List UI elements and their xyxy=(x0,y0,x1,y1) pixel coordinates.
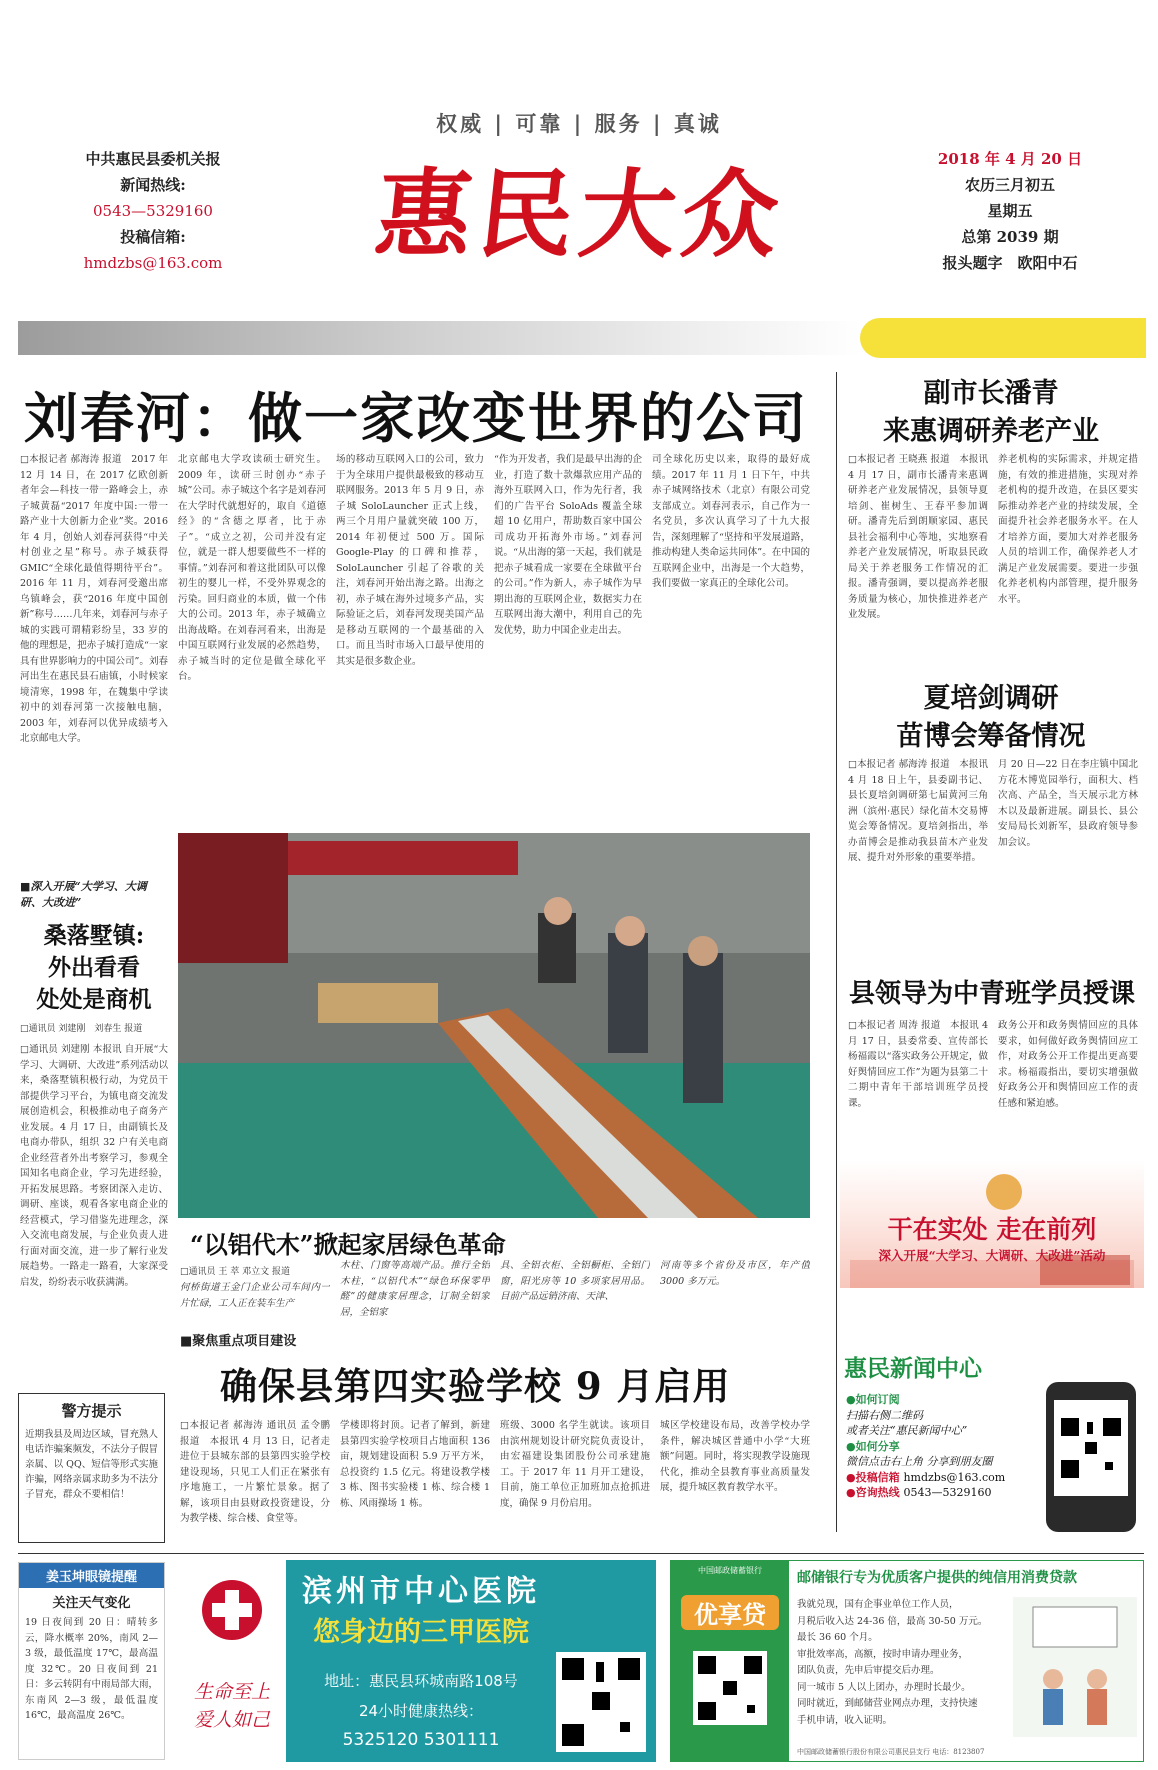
postal-term-5: 团队负责，先申后审提交后办理。 xyxy=(797,1665,940,1676)
factory-photo xyxy=(178,833,810,1218)
subscribe-heading: ●如何订阅 xyxy=(846,1393,900,1406)
postal-term-3: 最长 36 60 个月。 xyxy=(797,1632,878,1643)
news-center-info xyxy=(846,1392,1036,1501)
lecture-column-2: 政务公开和政务舆情回应的具体要求，如何做好政务舆情回应工作，对政务公开工作提出更高要求。杨福霞指出，要切实增强做好政务公开和舆情回应工作的责任感和紧迫感。 xyxy=(998,1020,1138,1109)
school-column-3: 班级、3000 名学生就读。该项目由滨州规划设计研究院负责设计，由宏福建设集团股份公司承建施工。于 2017 年 11 月开工建设，目前，施工单位正加班加点抢抓进度，确保 9 月份启用。 xyxy=(500,1420,650,1509)
photo-caption: “以铝代木”掀起家居绿色革命 xyxy=(190,1230,506,1259)
news-center-ad xyxy=(840,1344,1144,1540)
postal-term-6: 同一城市 5 人以上团办，办理时长最少。 xyxy=(797,1681,971,1693)
banner-slogan: 干在实处 走在前列 xyxy=(887,1215,1097,1244)
photo-column-3: 具、全铝衣柜、全铝橱柜、全铝门窗，阳光房等 10 多项家居用品。目前产品远销济南、天津、 xyxy=(500,1260,650,1302)
hospital-name: 滨州市中心医院 xyxy=(302,1574,540,1609)
xia-column-2: 月 20 日—22 日在李庄镇中国北方花木博览园举行，面积大、档次高、产品全，当天展示北方林木以及最新进展。副县长、县公安局局长刘新军，县政府领导参加会议。 xyxy=(998,759,1138,848)
sangluo-byline: □通讯员 刘建刚 刘春生 报道 xyxy=(20,1024,143,1034)
notice-title: 警方提示 xyxy=(61,1402,122,1420)
share-heading: ●如何分享 xyxy=(846,1439,900,1453)
banner-campaign: 深入开展“大学习、大调研、大改进”活动 xyxy=(878,1248,1106,1263)
sangluo-headline xyxy=(20,920,168,1016)
hospital-cross-icon xyxy=(200,1578,264,1642)
xia-headline xyxy=(846,680,1136,756)
weather-forecast: 19 日夜间到 20 日：晴转多云，降水概率 20%，南风 2—3 级，最低温度 17℃，最高温度 32℃。20 日夜间到 21 日：多云转阴有中雨局部大雨，东南风 2—3 级，最低温度 16℃，最高温度 26℃。 xyxy=(25,1617,159,1721)
school-column-1: □本报记者 郝海涛 通讯员 孟令鹏 报道 本报讯 4 月 13 日，记者走进位于县城东部的县第四实验学校建设现场，只见工人们正在紧张有序地施工，一片繁忙景象。据了解，该项目由县财政投资建设，分为教学楼、综合楼、食堂等。 xyxy=(180,1420,330,1524)
publisher: 中共惠民县委机关报 xyxy=(85,150,221,168)
qr-code-icon xyxy=(1054,1400,1128,1496)
party-emblem-icon xyxy=(986,1174,1022,1210)
subscribe-line-1: 扫描右侧二维码 xyxy=(846,1408,923,1422)
pan-headline-l2: 来惠调研养老产业 xyxy=(883,416,1099,447)
xia-headline-l2: 苗博会筹备情况 xyxy=(896,721,1086,752)
xia-column-1: □本报记者 郝海涛 报道 本报讯 4 月 18 日上午，县委副书记、县长夏培剑调研第七届黄河三角洲（滨州·惠民）绿化苗木交易博览会筹备情况。夏培剑指出，举办苗博会是推动我县苗木产业发展、提升对外形象的重要举措。 xyxy=(848,759,988,863)
photo-byline: □通讯员 王 萃 邓立文 报道 xyxy=(180,1267,290,1277)
postal-term-4: 审批效率高，高额，按时申请办理业务， xyxy=(797,1648,969,1660)
photo-column-2: 木柱、门窗等高端产品。推行全铝木柱，“以铝代木”“绿色环保零甲醛”的健康家居理念，订制全铝家居，全铝家 xyxy=(340,1260,490,1318)
lead-headline: 刘春河：做一家改变世界的公司 xyxy=(24,387,808,450)
hospital-ad xyxy=(178,1560,656,1762)
postal-product: 优享贷 xyxy=(681,1595,779,1630)
motto-l1: 生命至上 xyxy=(193,1681,270,1703)
lead-column-5: 司全球化历史以来，取得的最好成绩。2017 年 11 月 1 日下午，中共赤子城网络技术（北京）有限公司党支部成立。刘春河表示，自己作为一名党员，多次认真学习了十九大报告，深刻理解了“坚持和平发展道路，推动构建人类命运共同体”。在中国的互联网企业中，出海是一个大趋势，我们要做一家真正的全球化公司。 xyxy=(652,454,810,589)
motto-l2: 爱人如己 xyxy=(193,1709,270,1731)
submit-heading: ●投稿信箱 xyxy=(846,1470,900,1484)
pan-headline-l1: 副市长潘青 xyxy=(923,378,1059,409)
xia-headline-l1: 夏培剑调研 xyxy=(923,683,1059,714)
news-hotline-label: 新闻热线: xyxy=(120,176,186,194)
masthead-right-info xyxy=(900,146,1120,276)
masthead-slogan: 权威 | 可靠 | 服务 | 真诚 xyxy=(436,111,722,136)
calligraphy-credit: 报头题字 欧阳中石 xyxy=(942,254,1078,272)
family-illustration-icon xyxy=(1013,1597,1137,1737)
postal-term-8: 手机申请，收入证明。 xyxy=(797,1714,893,1726)
police-notice xyxy=(18,1393,165,1543)
sangluo-headline-l3: 处处是商机 xyxy=(36,986,152,1013)
sangluo-tag: ■深入开展“大学习、大调研、大改进” xyxy=(20,880,147,909)
postal-qr-icon xyxy=(693,1651,767,1725)
email: hmdzbs@163.com xyxy=(83,254,223,272)
postal-term-7: 同时就近，到邮储营业网点办理，支持快速 xyxy=(797,1698,978,1709)
pan-column-2: 养老机构的实际需求，并规定措施，有效的推进措施，实现对养老机构的提升改造，在县区要实际推动养老产业的持续发展，全面提升社会养老服务水平。在人才培养方面，要加大对养老服务人员的培训工作，确保养老人才满足产业发展需要。要进一步强化养老机构内部管理，提升服务水平。 xyxy=(998,454,1138,605)
sangluo-headline-l1: 桑落墅镇: xyxy=(43,922,145,949)
hospital-slogan: 您身边的三甲医院 xyxy=(313,1617,529,1648)
news-center-title: 惠民新闻中心 xyxy=(844,1355,982,1382)
issue-number: 总第 2039 期 xyxy=(961,228,1059,246)
notice-body: 近期我县及周边区域，冒充熟人电话诈骗案频发，不法分子假冒亲属、以 QQ、短信等形式实施诈骗，网络亲属求助多为不法分子冒充，群众不要相信！ xyxy=(25,1429,158,1500)
postal-footer: 中国邮政储蓄银行股份有限公司惠民县支行 电话：8123807 xyxy=(797,1748,985,1756)
hospital-qr-icon xyxy=(556,1652,646,1752)
weather-title: 关注天气变化 xyxy=(52,1596,131,1611)
lead-column-2: 北京邮电大学攻读硕士研究生。2009 年，读研三时创办“赤子城”公司。赤子城这个名字是刘春河在大学时代就想好的，取自《道德经》的“含德之厚者，比于赤子”。“成立之初，公司并没有定位，就是一群人想要做些不一样的事情。”刘春河和着这批团队可以像初生的婴儿一样，不受外界观念的污染。回归商业的本质，做一个伟大的公司。2013 年，赤子城确立出海战略。在刘春河看来，出海是中国互联网行业发展的必然趋势，赤子城当时的定位是做全球化平台。 xyxy=(178,454,326,682)
lecture-headline: 县领导为中青班学员授课 xyxy=(848,979,1135,1009)
postal-term-1: 我就兑现，国有企事业单位工作人员， xyxy=(797,1599,959,1610)
masthead-title: 惠民大众 xyxy=(370,158,790,271)
postal-term-2: 月税后收入达 24-36 倍，最高 30-50 万元。 xyxy=(797,1615,988,1627)
hospital-phones: 5325120 5301111 xyxy=(342,1730,500,1750)
postal-bank-name: 中国邮政储蓄银行 xyxy=(698,1566,762,1575)
campaign-banner xyxy=(840,1160,1144,1288)
phone-icon xyxy=(1046,1382,1136,1532)
subscribe-line-2: 或者关注“惠民新闻中心” xyxy=(846,1424,968,1437)
school-tag: ■聚焦重点项目建设 xyxy=(180,1334,297,1349)
hotline-number: 0543—5329160 xyxy=(903,1486,992,1499)
photo-column-4: 河南等多个省份及市区，年产值 3000 多万元。 xyxy=(660,1260,810,1287)
weekday: 星期五 xyxy=(987,202,1033,220)
postal-terms xyxy=(797,1597,1007,1747)
weather-ad xyxy=(18,1562,165,1760)
lecture-column-1: □本报记者 周涛 报道 本报讯 4 月 17 日，县委常委、宣传部长杨福霞以“落实政务公开规定，做好舆情回应工作”为题为县第二十二期中青年干部培训班学员授课。 xyxy=(848,1020,988,1109)
column-divider xyxy=(836,372,837,1532)
lunar-date: 农历三月初五 xyxy=(964,176,1055,194)
pan-column-1: □本报记者 王晓燕 报道 本报讯 4 月 17 日，副市长潘青来惠调研养老产业发展情况，县领导夏培剑、崔树生、王春平参加调研。潘青先后到朗顺家园、惠民县社会福利中心等地，实地察看养老产业发展情况，听取县民政局关于养老服务工作情况的汇报。潘青强调，要以提高养老服务质量为核心，加快推进养老产业发展。 xyxy=(848,454,988,620)
school-column-4: 城区学校建设布局，改善学校办学条件，解决城区普通中小学“大班额”问题。同时，将实现教学设施现代化，推动全县教育事业高质量发展，提升城区教育教学水平。 xyxy=(660,1420,810,1493)
email-label: 投稿信箱: xyxy=(120,228,186,246)
lead-column-1: □本报记者 郝海涛 报道 2017 年 12 月 14 日，在 2017 亿欧创新者年会—科技一带一路峰会上，赤子城黄磊“2017 年度中国:一带一路产业十大创新力企业”奖。2016 年 4 月，创始人刘春河获得“中关村创业之星”称号。赤子城获得GMIC“全球化最值得期待平台”。2016 年 11 月，刘春河受邀出席乌镇峰会，获“2016 年度中国创新”称号……几年来，刘春河与赤子城的实践可谓精彩纷呈，33 岁的他的理想是，把赤子城打造成“一家具有世界影响力的中国公司”。刘春河出生在惠民县石庙镇，小时候家境清寒，1998 年，在魏集中学读初中的刘春河第一次接触电脑，2003 年，刘春河以优异成绩考入北京邮电大学。 xyxy=(20,454,168,744)
masthead-left-info xyxy=(38,146,268,276)
news-hotline: 0543—5329160 xyxy=(93,202,213,220)
header-band-accent xyxy=(860,318,1146,358)
issue-date: 2018 年 4 月 20 日 xyxy=(937,150,1083,168)
school-column-2: 学楼即将封顶。记者了解到，新建县第四实验学校项目占地面积 136 亩，规划建设面积 5.9 万平方米，总投资约 1.5 亿元。将建设教学楼 3 栋、图书实验楼 1 栋、综合楼 1 栋、风雨操场 1 栋。 xyxy=(340,1420,490,1509)
pan-headline xyxy=(846,375,1136,451)
postal-title: 邮储银行专为优质客户提供的纯信用消费贷款 xyxy=(797,1570,1077,1586)
hotline-heading: ●咨询热线 xyxy=(846,1486,900,1499)
share-line: 微信点击右上角 分享到朋友圈 xyxy=(846,1455,993,1468)
lead-column-3: 场的移动互联网入口的公司，致力于为全球用户提供最极致的移动互联网服务。2013 年 5 月 9 日，赤子城 SoloLauncher 正式上线，两三个月用户量就突破 100 万，2014 年初便过 500 万。国际 Google-Play 的口碑和推荐，SoloLauncher 引起了谷歌的关注，刘春河开始出海之路。出海之初，赤子城在海外过境多产品，实际验证之后，刘春河发现美国产品是移动互联网的一个最基础的入口。而且当时市场入口最早使用的其实是很多数企业。 xyxy=(336,454,484,667)
ad-divider xyxy=(18,1553,1144,1554)
hospital-hotline-label: 24小时健康热线： xyxy=(358,1702,484,1720)
submit-email: hmdzbs@163.com xyxy=(903,1470,1006,1484)
hospital-address: 地址：惠民县环城南路108号 xyxy=(324,1672,518,1690)
qr-pattern xyxy=(1061,1418,1121,1478)
hospital-motto xyxy=(182,1678,282,1734)
sangluo-headline-l2: 外出看看 xyxy=(48,954,140,981)
photo-column-1: 何桥街道王金门企业公司车间内一片忙碌，工人正在装车生产 xyxy=(180,1282,330,1309)
postal-bank-ad xyxy=(670,1560,1144,1762)
weather-sponsor: 姜玉坤眼镜提醒 xyxy=(19,1563,164,1588)
school-headline: 确保县第四实验学校 9 月启用 xyxy=(220,1364,731,1408)
factory-illustration xyxy=(178,833,810,1218)
sangluo-body: □通讯员 刘建刚 本报讯 自开展“大学习、大调研、大改进”系列活动以来，桑落墅镇积极行动，为党员干部提供学习平台，为镇电商交流发展创造机会，积极推动电子商务产业发展。4 月 17 日，由副镇长及电商办带队，组织 32 户有关电商企业经营者外出考察学习，参观全国知名电商企业，学习先进经验，开拓发展思路。考察团深入走访、调研、座谈，观看各家电商企业的经营模式，学习借鉴先进理念，深入交流电商发展，与企业负责人进行面对面交流，进一步了解行业发展趋势。一路走一路看，大家深受启发，纷纷表示收获满满。 xyxy=(20,1044,168,1288)
lead-column-4: “作为开发者，我们是最早出海的企业，打造了数十款爆款应用产品的海外互联网入口，作为先行者，我们的广告平台 SoloAds 覆盖全球超 10 亿用户，帮助数百家中国公司成功开拓海外市场。”刘春河说。“从出海的第一天起，我们就是把赤子城看成一家要在全球做平台的公司。”作为新人，赤子城作为早期出海的互联网企业，数据实力在互联网出海大潮中，利用自己的先发优势，助力中国企业走出去。 xyxy=(494,454,642,636)
